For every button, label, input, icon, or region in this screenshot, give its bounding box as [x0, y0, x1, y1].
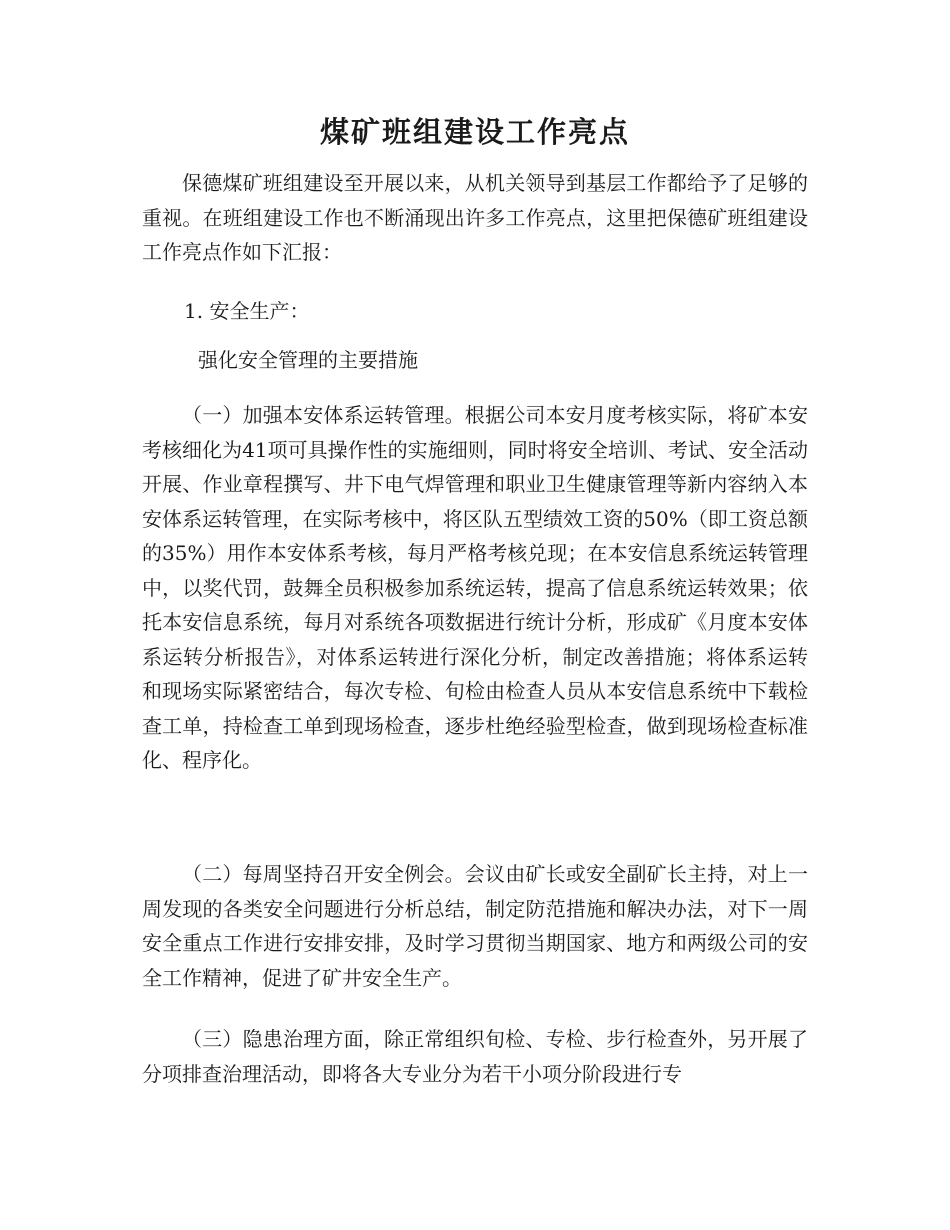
- intro-paragraph: 保德煤矿班组建设至开展以来，从机关领导到基层工作都给予了足够的重视。在班组建设工作也不断涌现出许多工作亮点，这里把保德矿班组建设工作亮点作如下汇报：: [142, 171, 808, 264]
- section-1-heading: 1. 安全生产：: [184, 299, 310, 323]
- document-title: 煤矿班组建设工作亮点: [319, 115, 630, 149]
- item-2-paragraph: （二）每周坚持召开安全例会。会议由矿长或安全副矿长主持，对上一周发现的各类安全问题进行分析总结，制定防范措施和解决办法，对下一周安全重点工作进行安排安排，及时学习贯彻当期国家、地方和两级公司的安全工作精神，促进了矿井安全生产。: [142, 862, 808, 990]
- item-1-paragraph: （一）加强本安体系运转管理。根据公司本安月度考核实际，将矿本安考核细化为41项可具操作性的实施细则，同时将安全培训、考试、安全活动开展、作业章程撰写、井下电气焊管理和职业卫生健康管理等新内容纳入本安体系运转管理，在实际考核中，将区队五型绩效工资的50%（即工资总额的35%）用作本安体系考核，每月严格考核兑现；在本安信息系统运转管理中，以奖代罚，鼓舞全员积极参加系统运转，提高了信息系统运转效果；依托本安信息系统，每月对系统各项数据进行统计分析，形成矿《月度本安体系运转分析报告》，对体系运转进行深化分析，制定改善措施；将体系运转和现场实际紧密结合，每次专检、旬检由检查人员从本安信息系统中下载检查工单，持检查工单到现场检查，逐步杜绝经验型检查，做到现场检查标准化、程序化。: [142, 403, 808, 772]
- subheading: 强化安全管理的主要措施: [198, 348, 418, 372]
- item-3-paragraph: （三）隐患治理方面，除正常组织旬检、专检、步行检查外，另开展了分项排查治理活动，即将各大专业分为若干小项分阶段进行专: [142, 1027, 808, 1086]
